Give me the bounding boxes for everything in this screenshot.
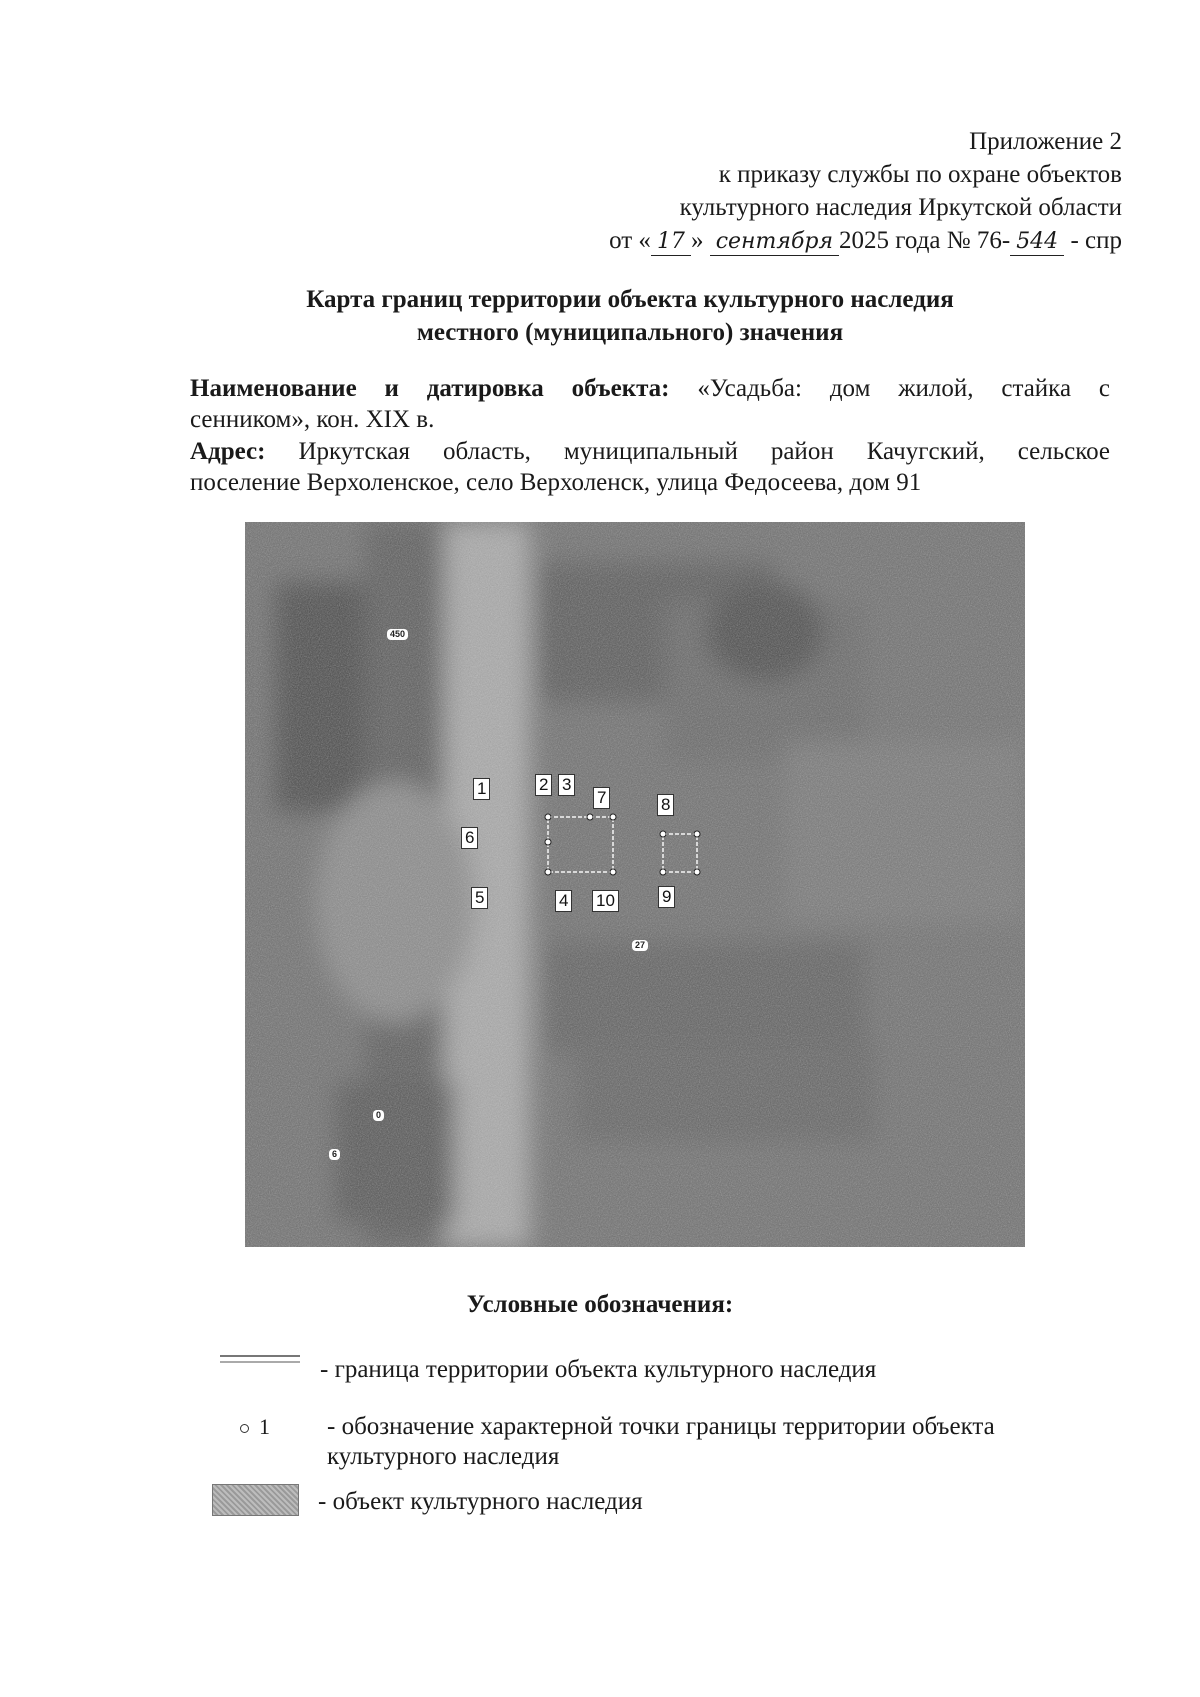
address-value-2: поселение Верхоленское, село Верхоленск, улица Федосеева, дом 91 [190,469,922,496]
date-mid: » [690,227,704,254]
address-paragraph [190,436,1110,498]
legend-point-line-1: - обозначение характерной точки границы территории объекта [327,1413,995,1440]
map-point-label: 7 [593,787,610,809]
point-dot-icon [240,1424,249,1433]
house-number-label: 0 [373,1110,384,1121]
map-point-label: 1 [473,778,490,800]
legend-point-line-2: культурного наследия [327,1443,560,1470]
address-line-1 [190,436,1110,467]
date-day: 17 [651,229,691,256]
legend-object-text: - объект культурного наследия [318,1488,643,1515]
appendix-line-1: Приложение 2 [969,128,1122,155]
address-value-1: Иркутская область, муниципальный район Качугский, сельское [298,438,1110,465]
boundary-map [245,522,1025,1247]
map-image [245,522,1025,1247]
map-point-label: 10 [592,890,619,912]
title-line-1: Карта границ территории объекта культурного наследия [306,286,954,313]
boundary-symbol [220,1355,300,1363]
map-point-label: 3 [558,774,575,796]
map-point-label: 5 [471,887,488,909]
object-label: Наименование и датировка объекта: [190,375,670,402]
map-point-label: 9 [658,886,675,908]
legend-title: Условные обозначения: [466,1291,734,1318]
house-number-label: 27 [632,940,648,951]
object-value-2: сенником», кон. XIX в. [190,406,435,433]
house-number-label: 450 [387,629,408,640]
point-symbol-number: 1 [259,1414,270,1439]
order-number: 544 [1010,229,1064,256]
order-suffix: - спр [1070,227,1122,254]
object-line-1 [190,373,1110,404]
map-point-label: 8 [657,794,674,816]
appendix-line-3: культурного наследия Иркутской области [679,194,1122,221]
house-number-label: 6 [329,1149,340,1160]
date-prefix: от « [609,227,651,254]
address-label: Адрес: [190,438,266,465]
date-year: 2025 года № 76- [839,227,1011,254]
legend-point-text [327,1412,1107,1472]
appendix-header [502,125,1122,257]
legend-boundary-text: - граница территории объекта культурного наследия [320,1356,877,1383]
object-name-paragraph [190,373,1110,435]
point-symbol [240,1412,270,1442]
appendix-line-2: к приказу службы по охране объектов [718,161,1122,188]
appendix-date-line [502,224,1122,257]
document-title [190,283,1070,349]
object-value-1: «Усадьба: дом жилой, стайка с [697,375,1110,402]
map-point-label: 6 [461,827,478,849]
object-area-symbol [212,1484,299,1516]
map-point-label: 4 [555,890,572,912]
title-line-2: местного (муниципального) значения [416,319,844,346]
map-point-label: 2 [535,774,552,796]
date-month: сентября [710,229,839,256]
